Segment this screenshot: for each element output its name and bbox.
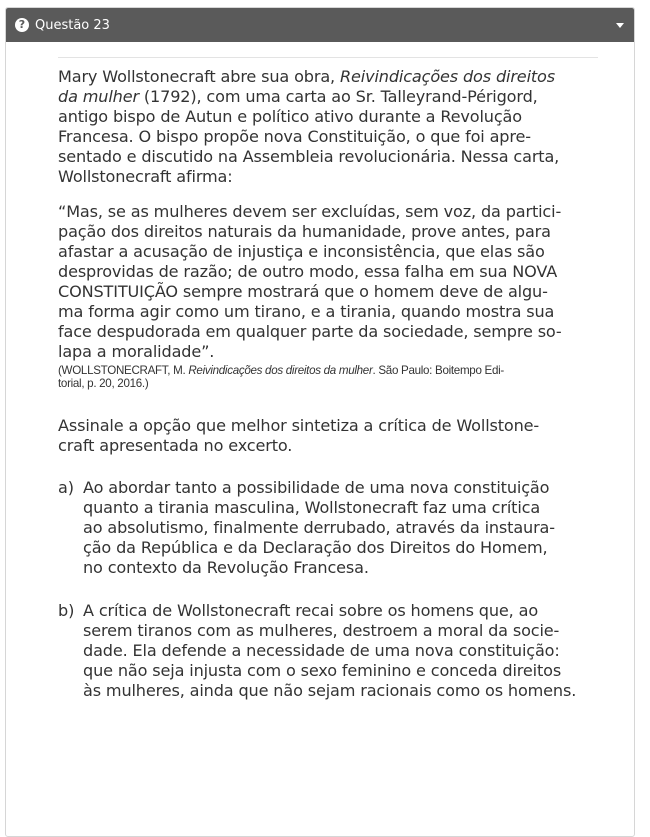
panel-header[interactable]: [6, 8, 634, 42]
option-line: ção da República e da Declaração dos Direitos do Homem,: [83, 538, 548, 557]
quote-line: desprovidas de razão; de outro modo, essa falha em sua NOVA: [58, 262, 558, 281]
option-line: que não seja injusta com o sexo feminino e conceda direitos: [83, 661, 562, 680]
intro-line: Francesa. O bispo propõe nova Constituição, o que foi apre-: [58, 127, 531, 146]
option-line: dade. Ela defende a necessidade de uma nova constituição:: [83, 641, 560, 660]
citation: [58, 364, 598, 390]
intro-line: sentado e discutido na Assembleia revolucionária. Nessa carta,: [58, 147, 560, 166]
answer-option-a[interactable]: [58, 478, 598, 578]
quote-line: afastar a acusação de injustiça e inconsistência, que elas são: [58, 242, 545, 261]
question-circle-icon: ?: [15, 18, 29, 32]
option-line: Ao abordar tanto a possibilidade de uma nova constituição: [83, 478, 550, 497]
question-body: [58, 57, 598, 701]
question-prompt: [58, 416, 598, 456]
intro-text: Mary Wollstonecraft abre sua obra,: [58, 67, 340, 86]
quote-line: face despudorada em qualquer parte da sociedade, sempre so-: [58, 322, 562, 341]
quote-line: “Mas, se as mulheres devem ser excluídas, sem voz, da partici-: [58, 202, 562, 221]
quote-line: ma forma agir como um tirano, e a tirania, quando mostra sua: [58, 302, 555, 321]
intro-line: antigo bispo de Autun e político ativo durante a Revolução: [58, 107, 522, 126]
citation-title: Reivindicações dos direitos da mulher: [188, 364, 373, 377]
quote-paragraph: [58, 202, 598, 362]
intro-line: [58, 67, 598, 87]
divider: [58, 57, 598, 58]
option-line: quanto a tirania masculina, Wollstonecraft faz uma crítica: [83, 498, 541, 517]
intro-line: [58, 87, 598, 107]
quote-line: CONSTITUIÇÃO sempre mostrará que o homem deve de algu-: [58, 282, 548, 301]
option-letter: a): [58, 478, 74, 497]
intro-paragraph: [58, 67, 598, 187]
citation-line: torial, p. 20, 2016.): [58, 377, 149, 390]
panel-title: Questão 23: [35, 17, 110, 33]
intro-line: Wollstonecraft afirma:: [58, 167, 233, 186]
book-title-part: Reivindicações dos direitos: [340, 67, 555, 86]
prompt-line: Assinale a opção que melhor sintetiza a crítica de Wollstone-: [58, 416, 540, 435]
option-line: serem tiranos com as mulheres, destroem a moral da socie-: [83, 621, 560, 640]
option-letter: b): [58, 601, 75, 620]
intro-text: (1792), com uma carta ao Sr. Talleyrand-Périgord,: [138, 87, 538, 106]
quote-line: pação dos direitos naturais da humanidade, prove antes, para: [58, 222, 551, 241]
prompt-line: craft apresentada no excerto.: [58, 436, 293, 455]
caret-down-icon[interactable]: [616, 23, 624, 28]
option-line: A crítica de Wollstonecraft recai sobre os homens que, ao: [83, 601, 539, 620]
citation-text: (WOLLSTONECRAFT, M.: [58, 364, 189, 377]
option-line: às mulheres, ainda que não sejam racionais como os homens.: [83, 681, 577, 700]
answer-option-b[interactable]: [58, 601, 598, 701]
book-title-part: da mulher: [58, 87, 139, 106]
citation-text: . São Paulo: Boitempo Edi-: [372, 364, 504, 377]
option-line: ao absolutismo, finalmente derrubado, através da instaura-: [83, 518, 555, 537]
option-line: no contexto da Revolução Francesa.: [83, 558, 369, 577]
citation-line: [58, 364, 598, 377]
quote-line: lapa a moralidade”.: [58, 342, 215, 361]
